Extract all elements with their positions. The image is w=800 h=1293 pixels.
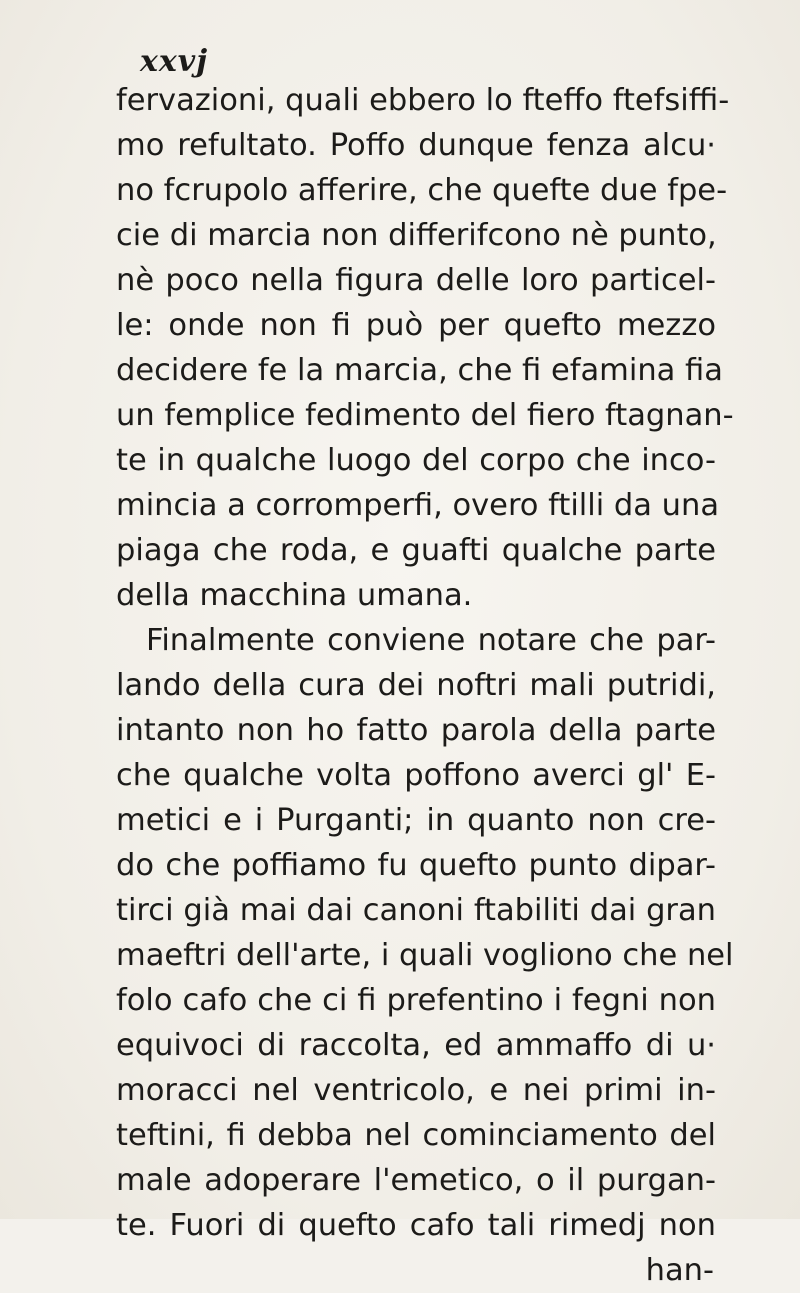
text-line: maeftri dell'arte, i quali vogliono che nel [116,938,734,973]
text-line: cie di marcia non differifcono nè punto, [116,218,717,253]
text-line: teftini, fi debba nel cominciamento del [116,1118,716,1153]
page-number: xxvj [140,44,209,79]
text-line: le: onde non fi può per quefto mezzo [116,308,716,343]
text-line: male adoperare l'emetico, o il purgan- [116,1163,716,1198]
text-line: equivoci di raccolta, ed ammaffo di u· [116,1028,716,1063]
text-line: nè poco nella figura delle loro particel- [116,263,716,298]
text-line: intanto non ho fatto parola della parte [116,713,716,748]
text-line: tirci già mai dai canoni ftabiliti dai gran [116,893,716,928]
text-line: piaga che roda, e guafti qualche parte [116,533,716,568]
text-line: te. Fuori di quefto cafo tali rimedj non [116,1208,716,1243]
text-line: moracci nel ventricolo, e nei primi in- [116,1073,716,1108]
text-line: un femplice fedimento del fiero ftagnan- [116,398,734,433]
text-line: mo refultato. Poffo dunque fenza alcu· [116,128,716,163]
text-line: do che poffiamo fu quefto punto dipar- [116,848,716,883]
text-line: te in qualche luogo del corpo che inco- [116,443,716,478]
text-line: della macchina umana. [116,578,473,613]
text-line: no fcrupolo afferire, che quefte due fpe- [116,173,728,208]
text-line: lando della cura dei noftri mali putridi, [116,668,716,703]
body-text [116,78,734,1293]
text-line: mincia a corromperfi, overo ftilli da una [116,488,720,523]
text-line: decidere fe la marcia, che fi efamina fia [116,353,723,388]
text-line: fervazioni, quali ebbero lo fteffo ftefsiffi- [116,83,730,118]
catchword: han- [645,1253,714,1288]
text-line: che qualche volta poffono averci gl' E- [116,758,716,793]
text-line: metici e i Purganti; in quanto non cre- [116,803,716,838]
text-line: Finalmente conviene notare che par- [146,623,716,658]
text-line: folo cafo che ci fi prefentino i fegni non [116,983,716,1018]
